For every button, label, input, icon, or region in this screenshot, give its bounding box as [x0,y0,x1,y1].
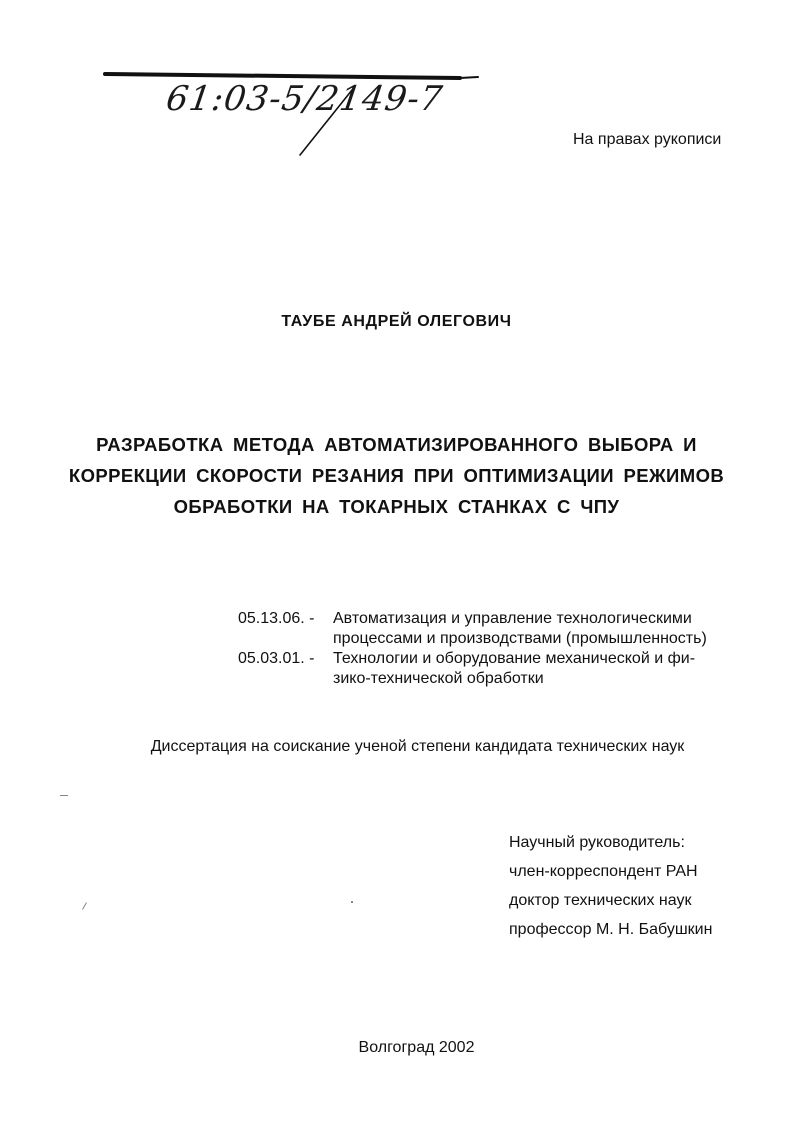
specialty-code: 05.03.01. - [238,650,315,667]
specialty-description [333,649,743,689]
title-line: РАЗРАБОТКА МЕТОДА АВТОМАТИЗИРОВАННОГО ВЫБОРА И [96,434,697,455]
specialty-description-line: Автоматизация и управление технологическими [333,610,692,627]
rights-note: На правах рукописи [573,131,722,148]
specialty-description-line: зико-технической обработки [333,670,544,687]
author-name: ТАУБЕ АНДРЕЙ ОЛЕГОВИЧ [281,313,512,330]
supervisor-line: Научный руководитель: [509,834,685,851]
scan-artifact [351,901,353,903]
supervisor-line: доктор технических наук [509,892,692,909]
archive-stamp-text: 61:03-5/2149-7 [163,79,446,119]
scan-artifact [82,902,87,909]
specialty-code: 05.13.06. - [238,610,315,627]
supervisor-line: член-корреспондент РАН [509,863,698,880]
scan-artifact [60,795,68,796]
supervisor-block [509,828,712,944]
archive-stamp [100,60,500,165]
archive-stamp-graphic [100,60,500,165]
specialty-description [333,609,743,649]
title-line: ОБРАБОТКИ НА ТОКАРНЫХ СТАНКАХ С ЧПУ [173,496,620,517]
title-line: КОРРЕКЦИИ СКОРОСТИ РЕЗАНИЯ ПРИ ОПТИМИЗАЦИИ РЕЖИМОВ [68,465,725,486]
dissertation-title [60,429,733,522]
supervisor-line: профессор М. Н. Бабушкин [509,921,713,938]
specialty-description-line: Технологии и оборудование механической и фи- [333,650,696,667]
specialty-description-line: процессами и производствами (промышленность) [333,630,707,647]
dissertation-degree: Диссертация на соискание ученой степени кандидата технических наук [150,738,685,755]
place-and-year: Волгоград 2002 [358,1039,475,1056]
